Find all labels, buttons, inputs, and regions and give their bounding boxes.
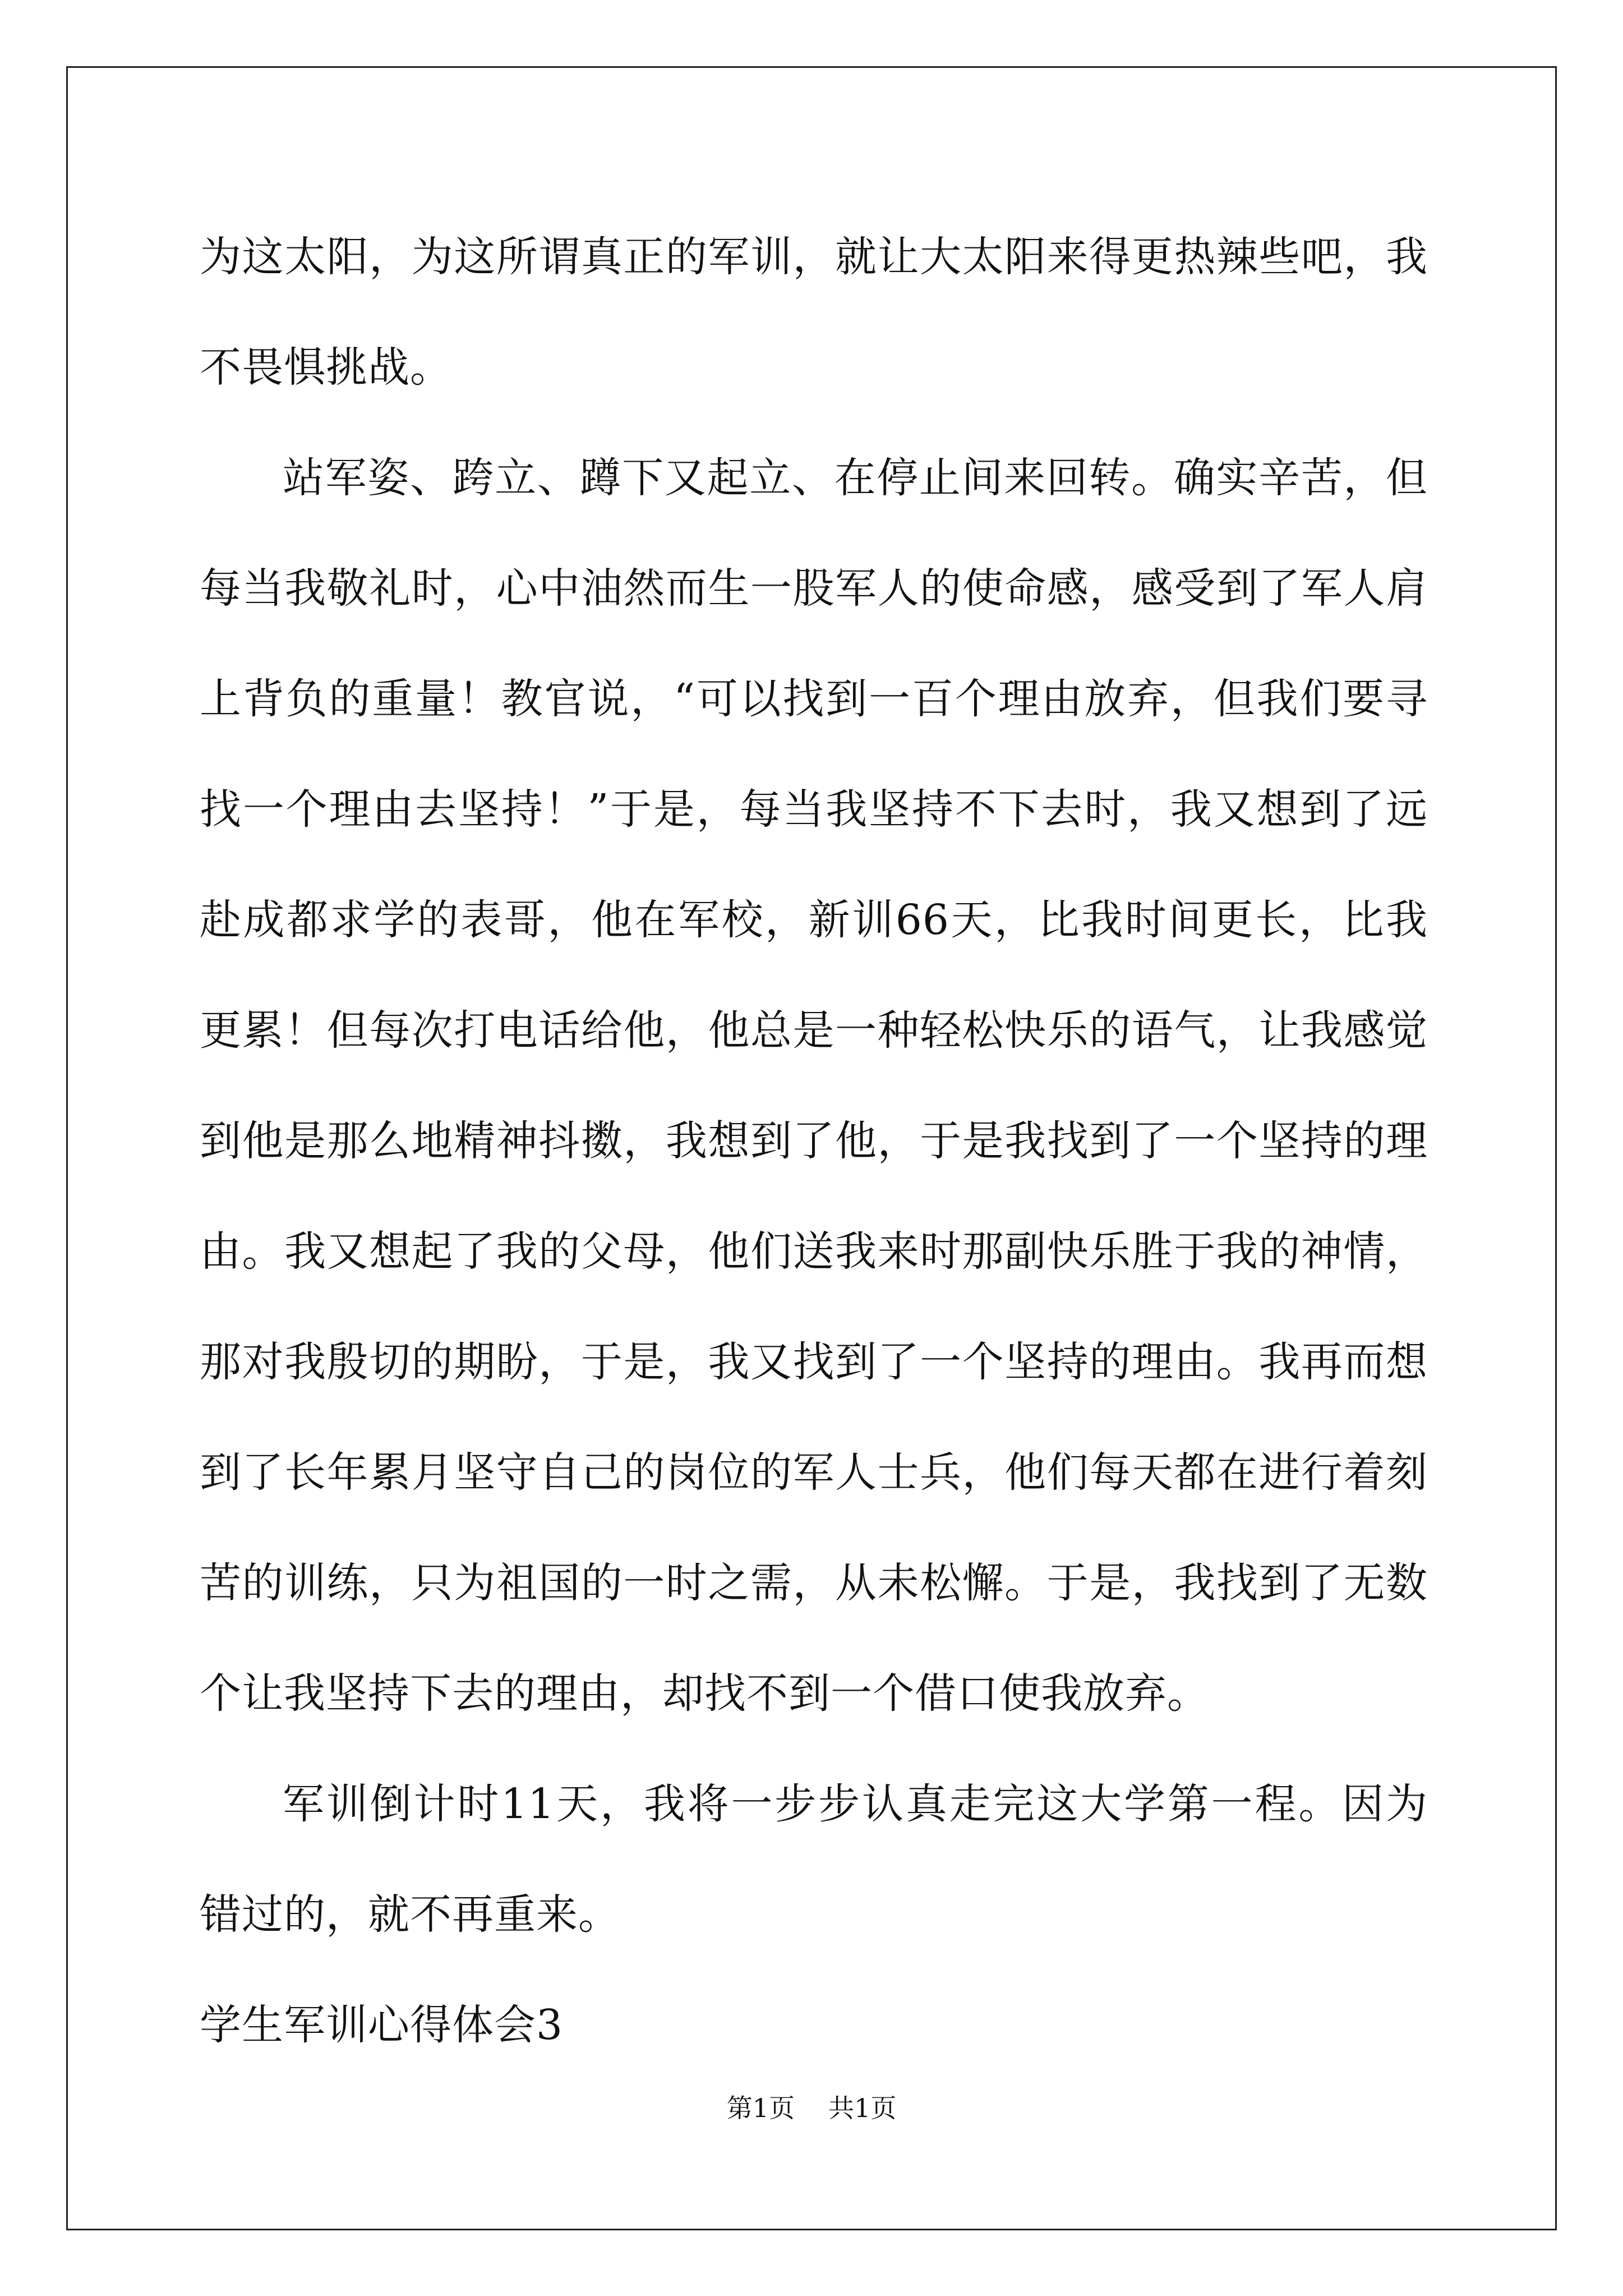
- paragraph-3: 军训倒计时11天，我将一步步认真走完这大学第一程。因为错过的，就不再重来。: [200, 1780, 1428, 1939]
- paragraph-2: 站军姿、跨立、蹲下又起立、在停止间来回转。确实辛苦，但每当我敬礼时，心中油然而生一股军人的使命感，感受到了军人肩上背负的重量！教官说，“可以找到一百个理由放弃，但我们要寻找一个理由去坚持！”于是，每当我坚持不下去时，我又想到了远赴成都求学的表哥，他在军校，新训66天，比我时间更长，比我更累！但每次打电话给他，他总是一种轻松快乐的语气，让我感觉到他是那么地精神抖擞，我想到了他，于是我找到了一个坚持的理由。我又想起了我的父母，他们送我来时那副快乐胜于我的神情，那对我殷切的期盼，于是，我又找到了一个坚持的理由。我再而想到了长年累月坚守自己的岗位的军人士兵，他们每天都在进行着刻苦的训练，只为祖国的一时之需，从未松懈。于是，我找到了无数个让我坚持下去的理由，却找不到一个借口使我放弃。: [200, 454, 1428, 1718]
- page-footer: [0, 2091, 1623, 2125]
- page-number-total: 共1页: [828, 2093, 897, 2123]
- section-heading: 学生军训心得体会3: [200, 2001, 564, 2049]
- document-body: [200, 202, 1428, 2081]
- paragraph-1: 为这太阳，为这所谓真正的军训，就让大太阳来得更热辣些吧，我不畏惧挑战。: [200, 233, 1428, 392]
- page-number-current: 第1页: [726, 2093, 795, 2123]
